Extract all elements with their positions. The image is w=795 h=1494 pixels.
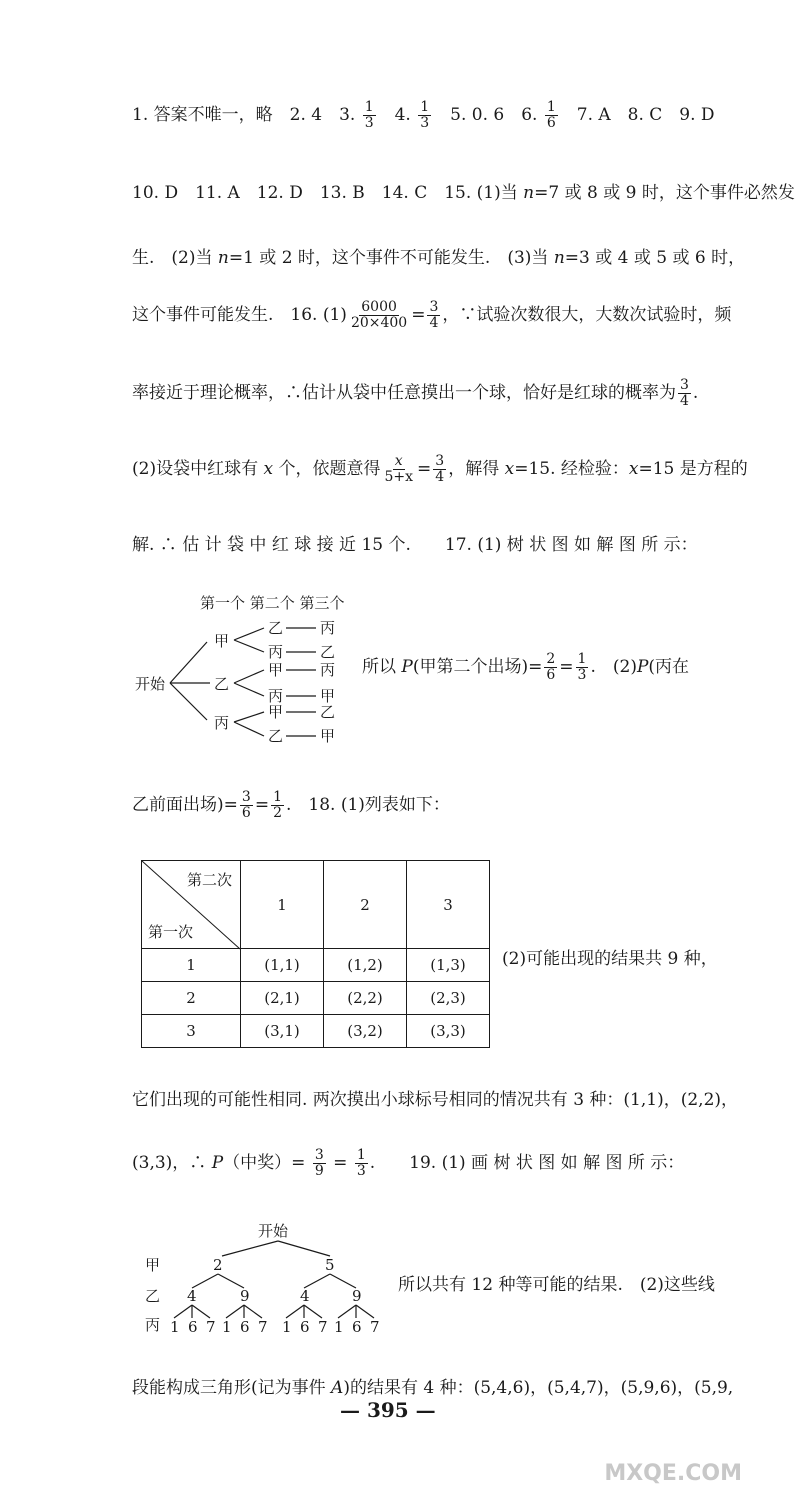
numerator: 3 (241, 789, 251, 806)
row-label: 甲 (145, 1256, 161, 1274)
node-level3: 1 (170, 1318, 180, 1336)
answer-line-6 (132, 454, 748, 485)
numerator: 3 (680, 377, 689, 394)
branch (170, 683, 207, 720)
node-level3: 丙 (320, 619, 336, 637)
tree-header: 第一个 第二个 第三个 (200, 594, 345, 612)
column-header: 3 (407, 861, 490, 949)
numerator: 1 (364, 99, 374, 116)
numerator: 1 (577, 651, 587, 668)
text: 4. (377, 105, 417, 125)
numerator: 1 (273, 789, 282, 806)
denominator: 4 (429, 315, 439, 331)
numerator: 3 (429, 299, 439, 316)
branch (226, 1305, 244, 1318)
answer-line-8 (362, 652, 689, 683)
corner-bottom-label: 第一次 (148, 923, 194, 941)
answer-line-14 (132, 1373, 733, 1398)
text: = (327, 1153, 353, 1173)
column-header: 2 (324, 861, 407, 949)
denominator: 6 (546, 667, 556, 683)
table-cell: (3,3) (407, 1015, 490, 1048)
text: = (254, 795, 270, 815)
fraction (313, 1148, 326, 1178)
fraction (363, 100, 376, 130)
text: =15. 经检验： (514, 459, 629, 479)
branch (234, 670, 264, 683)
denominator: 3 (364, 115, 374, 131)
variable: P (636, 657, 649, 677)
node-level3: 7 (370, 1318, 380, 1336)
table-cell: (3,2) (324, 1015, 407, 1048)
answer-line-13 (398, 1270, 715, 1295)
node-level2: 乙 (268, 619, 284, 637)
text: (丙在 (648, 657, 690, 677)
denominator: 20×400 (350, 315, 408, 331)
branch (356, 1305, 374, 1318)
node-level2: 9 (352, 1287, 362, 1305)
watermark: MXQE.COM (604, 1461, 742, 1486)
fraction (576, 652, 589, 682)
denominator: 3 (356, 1163, 366, 1179)
answer-line-5 (132, 378, 698, 409)
node-level3: 7 (258, 1318, 268, 1336)
column-header: 1 (241, 861, 324, 949)
branch (234, 640, 264, 652)
variable: n (523, 183, 535, 203)
node-level3: 6 (240, 1318, 250, 1336)
text: 所以 (362, 657, 402, 677)
branch (278, 1241, 330, 1256)
text: 率接近于理论概率，∴估计从袋中任意摸出一个球，恰好是红球的概率为 (132, 383, 676, 403)
node-level3: 甲 (320, 687, 336, 705)
node-level2: 丙 (268, 643, 284, 661)
node-level3: 乙 (320, 703, 336, 721)
denominator: 6 (241, 805, 251, 821)
node-level2: 丙 (268, 687, 284, 705)
text: 乙前面出场)= (132, 795, 238, 815)
denominator: 4 (435, 469, 445, 485)
branch (330, 1274, 356, 1288)
text: = (417, 459, 432, 479)
table-cell: (1,1) (241, 949, 324, 982)
node-level3: 乙 (320, 643, 336, 661)
text: 解. ∴ 估 计 袋 中 红 球 接 近 15 个. 17. (1) 树 状 图 如 解 图 所 示： (132, 535, 698, 555)
branch (234, 712, 264, 722)
tree-start: 开始 (135, 675, 166, 693)
text: = (559, 657, 574, 677)
answer-line-1 (132, 100, 715, 131)
fraction (382, 454, 415, 484)
variable: x (263, 459, 274, 479)
row-header: 3 (142, 1015, 241, 1048)
variable: P (401, 657, 413, 677)
text: （中奖）= (223, 1153, 311, 1173)
node-level1: 丙 (214, 714, 230, 732)
variable: P (211, 1153, 224, 1173)
numerator: 1 (356, 1147, 366, 1164)
text: (2)设袋中红球有 (132, 459, 264, 479)
text: (甲第二个出场)= (412, 657, 543, 677)
text: . (2) (590, 657, 637, 677)
branch (174, 1305, 192, 1318)
answer-line-2 (132, 178, 795, 203)
denominator: 3 (420, 115, 430, 131)
table-cell: (3,1) (241, 1015, 324, 1048)
denominator: 2 (273, 805, 282, 821)
numerator: 6000 (361, 299, 397, 316)
table-row (142, 982, 490, 1015)
row-label: 乙 (145, 1287, 161, 1305)
fraction (433, 454, 446, 484)
fraction (545, 100, 558, 130)
node-level3: 6 (188, 1318, 198, 1336)
numerator: x (394, 453, 403, 470)
branch (192, 1274, 218, 1288)
text: 7. A 8. C 9. D (559, 105, 715, 125)
text: 这个事件可能发生. 16. (1) (132, 305, 347, 325)
table-row (142, 949, 490, 982)
numerator: 1 (420, 99, 430, 116)
node-level3: 1 (222, 1318, 232, 1336)
table-cell: (1,3) (407, 949, 490, 982)
node-level1: 2 (213, 1256, 223, 1274)
fraction (349, 300, 409, 330)
node-level3: 1 (282, 1318, 292, 1336)
text: = (411, 305, 426, 325)
text: =15 是方程的 (638, 459, 748, 479)
branch (222, 1241, 278, 1256)
node-level3: 丙 (320, 661, 336, 679)
text: =1 或 2 时，这个事件不可能发生. (3)当 (228, 248, 554, 268)
numerator: 3 (435, 453, 445, 470)
fraction (427, 300, 440, 330)
row-label: 丙 (145, 1316, 161, 1334)
table-header-row (142, 861, 490, 949)
outcome-table (141, 860, 490, 1048)
fraction (240, 790, 253, 820)
branch (304, 1305, 322, 1318)
branch (286, 1305, 304, 1318)
node-level3: 7 (206, 1318, 216, 1336)
answer-line-7 (132, 530, 698, 555)
text: =3 或 4 或 5 或 6 时， (564, 248, 746, 268)
text: =7 或 8 或 9 时，这个事件必然发 (534, 183, 795, 203)
numerator: 1 (546, 99, 556, 116)
text: . (692, 383, 699, 403)
variable: A (331, 1378, 344, 1398)
tree-diagram-17 (130, 590, 360, 750)
node-level2: 甲 (268, 661, 284, 679)
fraction (418, 100, 431, 130)
branch (234, 722, 264, 736)
node-level1: 乙 (214, 675, 230, 693)
text: 个，依题意得 (273, 459, 381, 479)
answer-line-3 (132, 243, 745, 268)
text: ，解得 (448, 459, 505, 479)
table-cell: (2,1) (241, 982, 324, 1015)
row-header: 1 (142, 949, 241, 982)
text: . 18. (1)列表如下： (285, 795, 450, 815)
tree-diagram-19 (140, 1218, 390, 1338)
branch (338, 1305, 356, 1318)
variable: n (217, 248, 229, 268)
answer-line-11 (132, 1085, 738, 1110)
denominator: 9 (314, 1163, 324, 1179)
text: ，∵试验次数很大，大数次试验时，频 (442, 305, 732, 325)
numerator: 3 (314, 1147, 324, 1164)
branch (218, 1274, 244, 1288)
table-row (142, 1015, 490, 1048)
denominator: 3 (577, 667, 587, 683)
tree-start: 开始 (258, 1222, 289, 1240)
denominator: 4 (680, 393, 689, 409)
row-header: 2 (142, 982, 241, 1015)
answer-line-10 (502, 944, 718, 969)
numerator: 2 (546, 651, 556, 668)
node-level3: 7 (318, 1318, 328, 1336)
branch (234, 683, 264, 696)
variable: x (628, 459, 639, 479)
node-level1: 甲 (214, 632, 230, 650)
node-level3: 6 (352, 1318, 362, 1336)
node-level2: 9 (240, 1287, 250, 1305)
text: 它们出现的可能性相同. 两次摸出小球标号相同的情况共有 3 种：(1,1)，(2,2)， (132, 1090, 739, 1110)
table-cell: (2,3) (407, 982, 490, 1015)
text: 5. 0. 6 6. (433, 105, 543, 125)
answer-line-12 (132, 1148, 684, 1179)
variable: x (504, 459, 515, 479)
denominator: 6 (546, 115, 556, 131)
page-number: — 395 — (340, 1398, 436, 1422)
fraction (678, 378, 691, 408)
branch (304, 1274, 330, 1288)
branch (234, 628, 264, 640)
text: (2)可能出现的结果共 9 种， (502, 949, 718, 969)
denominator: 5+x (384, 469, 414, 485)
text: (3,3)，∴ (132, 1153, 212, 1173)
node-level2: 4 (300, 1287, 310, 1305)
node-level2: 乙 (268, 727, 284, 745)
node-level3: 1 (334, 1318, 344, 1336)
text: 所以共有 12 种等可能的结果. (2)这些线 (398, 1275, 715, 1295)
answer-line-4 (132, 300, 731, 331)
text: 1. 答案不唯一，略 2. 4 3. (132, 105, 361, 125)
table-cell: (2,2) (324, 982, 407, 1015)
table-cell: (1,2) (324, 949, 407, 982)
branch (192, 1305, 210, 1318)
node-level2: 4 (187, 1287, 197, 1305)
node-level1: 5 (325, 1256, 335, 1274)
fraction (544, 652, 557, 682)
fraction (355, 1148, 368, 1178)
fraction (271, 790, 284, 820)
text: 段能构成三角形(记为事件 (132, 1378, 332, 1398)
text: 10. D 11. A 12. D 13. B 14. C 15. (1)当 (132, 183, 524, 203)
branch (244, 1305, 262, 1318)
text: 生. (2)当 (132, 248, 218, 268)
answer-line-9 (132, 790, 450, 821)
node-level2: 甲 (268, 703, 284, 721)
diagonal-header-cell (142, 861, 241, 949)
branch (170, 642, 207, 683)
node-level3: 6 (300, 1318, 310, 1336)
variable: n (553, 248, 565, 268)
text: . 19. (1) 画 树 状 图 如 解 图 所 示： (369, 1153, 685, 1173)
corner-top-label: 第二次 (186, 871, 232, 889)
node-level3: 甲 (320, 727, 336, 745)
text: )的结果有 4 种：(5,4,6)，(5,4,7)，(5,9,6)，(5,9, (343, 1378, 734, 1398)
